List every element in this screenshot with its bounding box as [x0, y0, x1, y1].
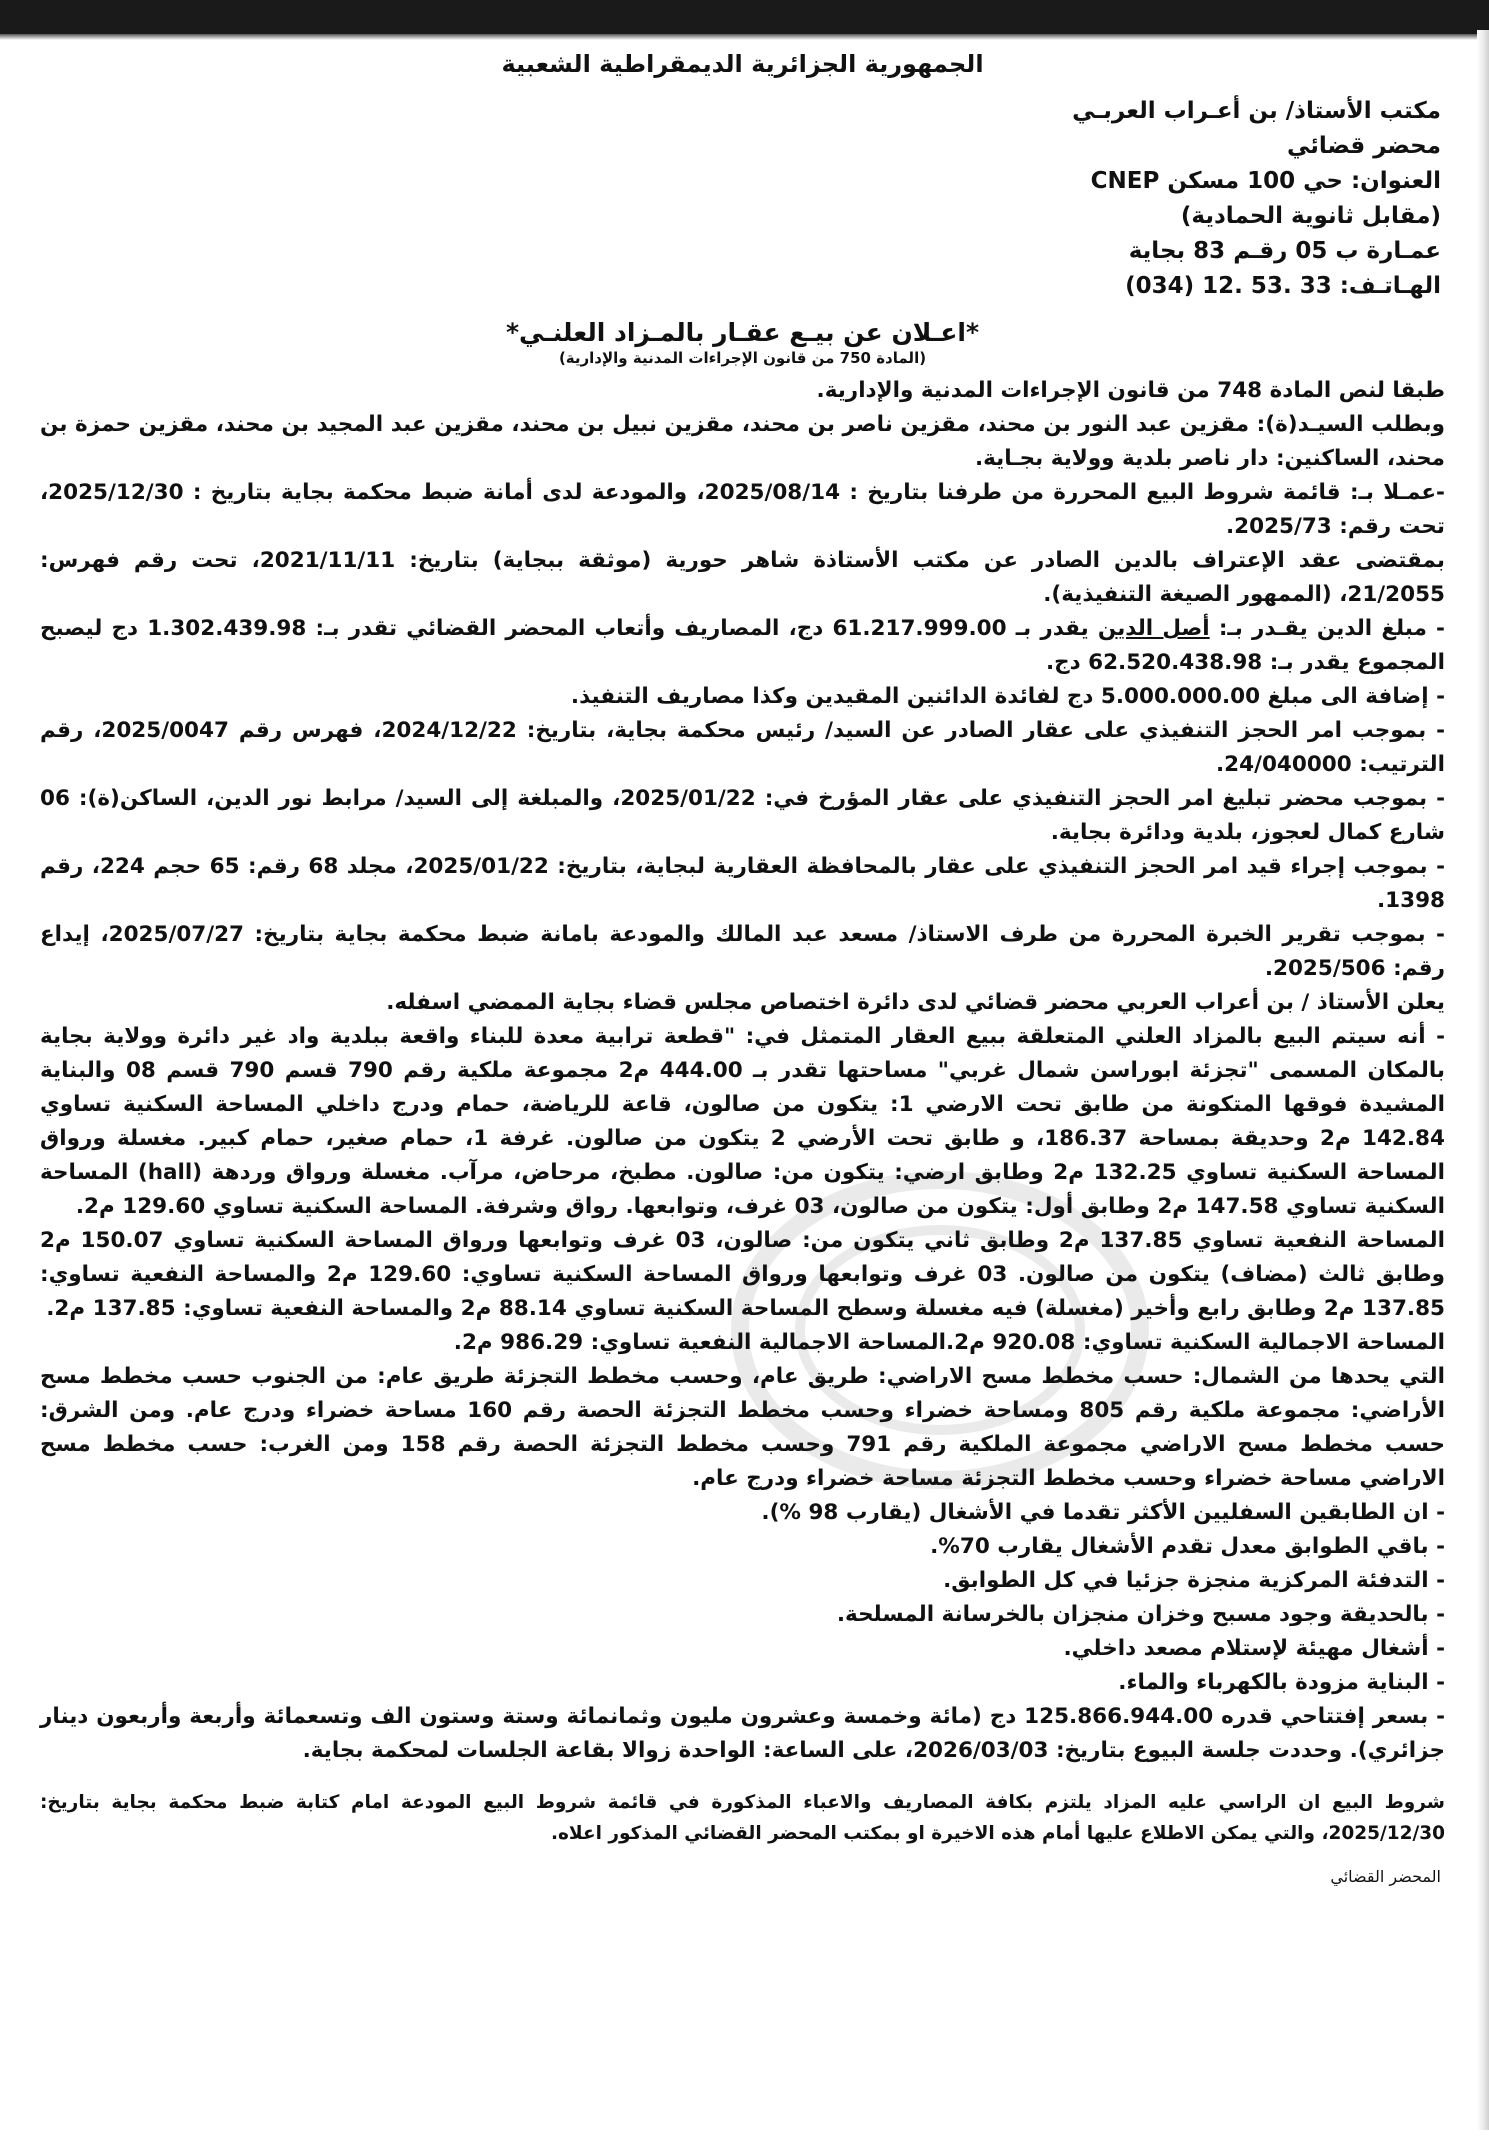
- debt-amount-post: يقدر بـ 61.217.999.00 دج، المصاريف وأتعاب المحضر القضائي تقدر بـ: 1.302.439.98 دج ليصبح المجموع يقدر بـ: 62.520.438.98 دج.: [40, 616, 1445, 675]
- document-page: [40, 44, 1445, 1886]
- office-address-line-2: (مقابل ثانوية الحمادية): [1180, 203, 1441, 229]
- office-address-line-1: العنوان: حي 100 مسكن CNEP: [1090, 168, 1441, 194]
- property-description: - أنه سيتم البيع بالمزاد العلني المتعلقة ببيع العقار المتمثل في: "قطعة ترابية معدة للبناء واقعة ببلدية واد غير دائرة وولاية بجاية بالمكان المسمى "تجزئة ابوراسن شمال غربي" مساحتها تقدر بـ 444.00 م2 مجموعة ملكية رقم 790 قسم 790 قسم 08 والبناية المشيدة فوقها المتكونة من طابق تحت الارضي 1: يتكون من صالون، قاعة للرياضة، حمام ودرج داخلي المساحة السكنية تساوي 142.84 م2 وحديقة بمساحة 186.37، و طابق تحت الأرضي 2 يتكون من صالون. غرفة 1، حمام صغير، حمام كبير. مغسلة ورواق المساحة السكنية تساوي 132.25 م2 وطابق ارضي: يتكون من: صالون. مطبخ، مرحاض، مرآب. مغسلة ورواق وردهة (hall) المساحة السكنية تساوي 147.58 م2 وطابق أول: يتكون من صالون، 03 غرف، وتوابعها. رواق وشرفة. المساحة السكنية تساوي 129.60 م2.: [40, 1024, 1445, 1219]
- announcer: يعلن الأستاذ / بن أعراب العربي محضر قضائي لدى دائرة اختصاص مجلس قضاء بجاية الممضي اسفله.: [386, 990, 1445, 1015]
- debt-principal-label: أصل الدين: [1097, 616, 1210, 641]
- progress-item: - باقي الطوابق معدل تقدم الأشغال يقارب 70%.: [930, 1534, 1445, 1559]
- legal-basis: طبقا لنص المادة 748 من قانون الإجراءات المدنية والإدارية.: [816, 378, 1445, 403]
- seizure-notification: - بموجب محضر تبليغ امر الحجز التنفيذي على عقار المؤرخ في: 2025/01/22، والمبلغة إلى السيد/ مرابط نور الدين، الساكن(ة): 06 شارع كمال لعجوز، بلدية ودائرة بجاية.: [40, 786, 1445, 845]
- office-header: [40, 94, 1445, 304]
- scan-top-border: [0, 0, 1489, 34]
- debt-amount: [40, 612, 1445, 680]
- sale-conditions-ref: -عمـلا بـ: قائمة شروط البيع المحررة من طرفنا بتاريخ : 2025/08/14، والمودعة لدى أمانة ضبط محكمة بجاية بتاريخ : 2025/12/30، تحت رقم: 2025/73.: [40, 480, 1445, 539]
- total-areas: المساحة الاجمالية السكنية تساوي: 920.08 م2.المساحة الاجمالية النفعية تساوي: 986.29 م2.: [453, 1330, 1445, 1355]
- sale-terms-note: شروط البيع ان الراسي عليه المزاد يلتزم بكافة المصاريف والاعباء المذكورة في قائمة شروط البيع المودعة امام كتابة ضبط محكمة بجاية بتاريخ: 2025/12/30، والتي يمكن الاطلاع عليها أمام هذه الاخيرة او بمكتب المحضر القضائي المذكور اعلاه.: [40, 1791, 1445, 1844]
- requesters: وبطلب السيـد(ة): مقزين عبد النور بن محند، مقزين ناصر بن محند، مقزين نبيل بن محند، مقزين عبد المجيد بن محند، مقزين حمزة بن محند، الساكنين: دار ناصر بلدية وولاية بجـاية.: [40, 412, 1445, 471]
- debt-amount-pre: - مبلغ الدين يقـدر بـ:: [1209, 616, 1445, 641]
- scan-shadow: [0, 34, 1489, 40]
- bailiff-signature-label: المحضر القضائي: [1330, 1867, 1441, 1886]
- scan-right-edge: [1477, 30, 1489, 2130]
- progress-item: - بالحديقة وجود مسبح وخزان منجزان بالخرسانة المسلحة.: [836, 1602, 1445, 1627]
- seizure-order: - بموجب امر الحجز التنفيذي على عقار الصادر عن السيد/ رئيس محكمة بجاية، بتاريخ: 2024/12/22، فهرس رقم 2025/0047، رقم الترتيب: 24/040000.: [40, 718, 1445, 777]
- expert-report: - بموجب تقرير الخبرة المحررة من طرف الاستاذ/ مسعد عبد المالك والمودعة بامانة ضبط محكمة بجاية بتاريخ: 2025/07/27، إيداع رقم: 2025/506.: [40, 922, 1445, 981]
- debt-deed: بمقتضى عقد الإعتراف بالدين الصادر عن مكتب الأستاذة شاهر حورية (موثقة ببجاية) بتاريخ: 2021/11/11، تحت رقم فهرس: 21/2055، (الممهور الصيغة التنفيذية).: [40, 548, 1445, 607]
- office-name: مكتب الأستاذ/ بن أعـراب العربـي: [1072, 98, 1441, 124]
- property-boundaries: التي يحدها من الشمال: حسب مخطط مسح الاراضي: طريق عام، وحسب مخطط التجزئة طريق عام: من الجنوب حسب مخطط مسح الأراضي: مجموعة ملكية رقم 805 ومساحة خضراء وحسب مخطط التجزئة الحصة رقم 160 مساحة خضراء ودرج عام. ومن الشرق: حسب مخطط مسح الاراضي مجموعة الملكية رقم 791 وحسب مخطط التجزئة الحصة رقم 158 ومن الغرب: حسب مخطط مسح الاراضي مساحة خضراء وحسب مخطط التجزئة مساحة خضراء ودرج عام.: [40, 1364, 1445, 1491]
- progress-item: - التدفئة المركزية منجزة جزئيا في كل الطوابق.: [943, 1568, 1445, 1593]
- opening-price-and-hearing: - بسعر إفتتاحي قدره 125.866.944.00 دج (مائة وخمسة وعشرون مليون وثمانمائة وستة وستون الف وتسعمائة وأربعة وأربعون دينار جزائري). وحددت جلسة البيوع بتاريخ: 2026/03/03، على الساعة: الواحدة زوالا بقاعة الجلسات لمحكمة بجاية.: [40, 1704, 1446, 1763]
- office-address-line-3: عمـارة ب 05 رقـم 83 بجاية: [1128, 238, 1441, 264]
- republic-heading: الجمهورية الجزائرية الديمقراطية الشعبية: [501, 50, 984, 78]
- progress-item: - البناية مزودة بالكهرباء والماء.: [1118, 1670, 1445, 1695]
- announcement-body: [40, 374, 1445, 1849]
- announcement-title: *اعـلان عن بيـع عقـار بالمـزاد العلنـي*: [505, 318, 980, 347]
- office-role: محضر قضائي: [1286, 133, 1441, 159]
- seizure-registration: - بموجب إجراء قيد امر الحجز التنفيذي على عقار بالمحافظة العقارية لبجاية، بتاريخ: 2025/01/22، مجلد 68 رقم: 65 حجم 224، رقم 1398.: [40, 854, 1446, 913]
- property-floors: المساحة النفعية تساوي 137.85 م2 وطابق ثاني يتكون من: صالون، 03 غرف وتوابعها ورواق المساحة السكنية تساوي 150.07 م2 وطابق ثالث (مضاف) يتكون من صالون. 03 غرف وتوابعها ورواق المساحة السكنية تساوي: 129.60 م2 والمساحة النفعية تساوي: 137.85 م2 وطابق رابع وأخير (مغسلة) فيه مغسلة وسطح المساحة السكنية تساوي 88.14 م2 والمساحة النفعية تساوي: 137.85 م2.: [40, 1228, 1445, 1321]
- announcement-subtitle: (المادة 750 من قانون الإجراءات المدنية والإدارية): [558, 349, 927, 367]
- office-phone: الهـاتـف: 33 .53 .12 (034): [1125, 273, 1441, 299]
- progress-item: - ان الطابقين السفليين الأكثر تقدما في الأشغال (يقارب 98 %).: [761, 1500, 1445, 1525]
- progress-item: - أشغال مهيئة لإستلام مصعد داخلي.: [1063, 1636, 1445, 1661]
- additional-amount: - إضافة الى مبلغ 5.000.000.00 دج لفائدة الدائنين المقيدين وكذا مصاريف التنفيذ.: [570, 684, 1445, 709]
